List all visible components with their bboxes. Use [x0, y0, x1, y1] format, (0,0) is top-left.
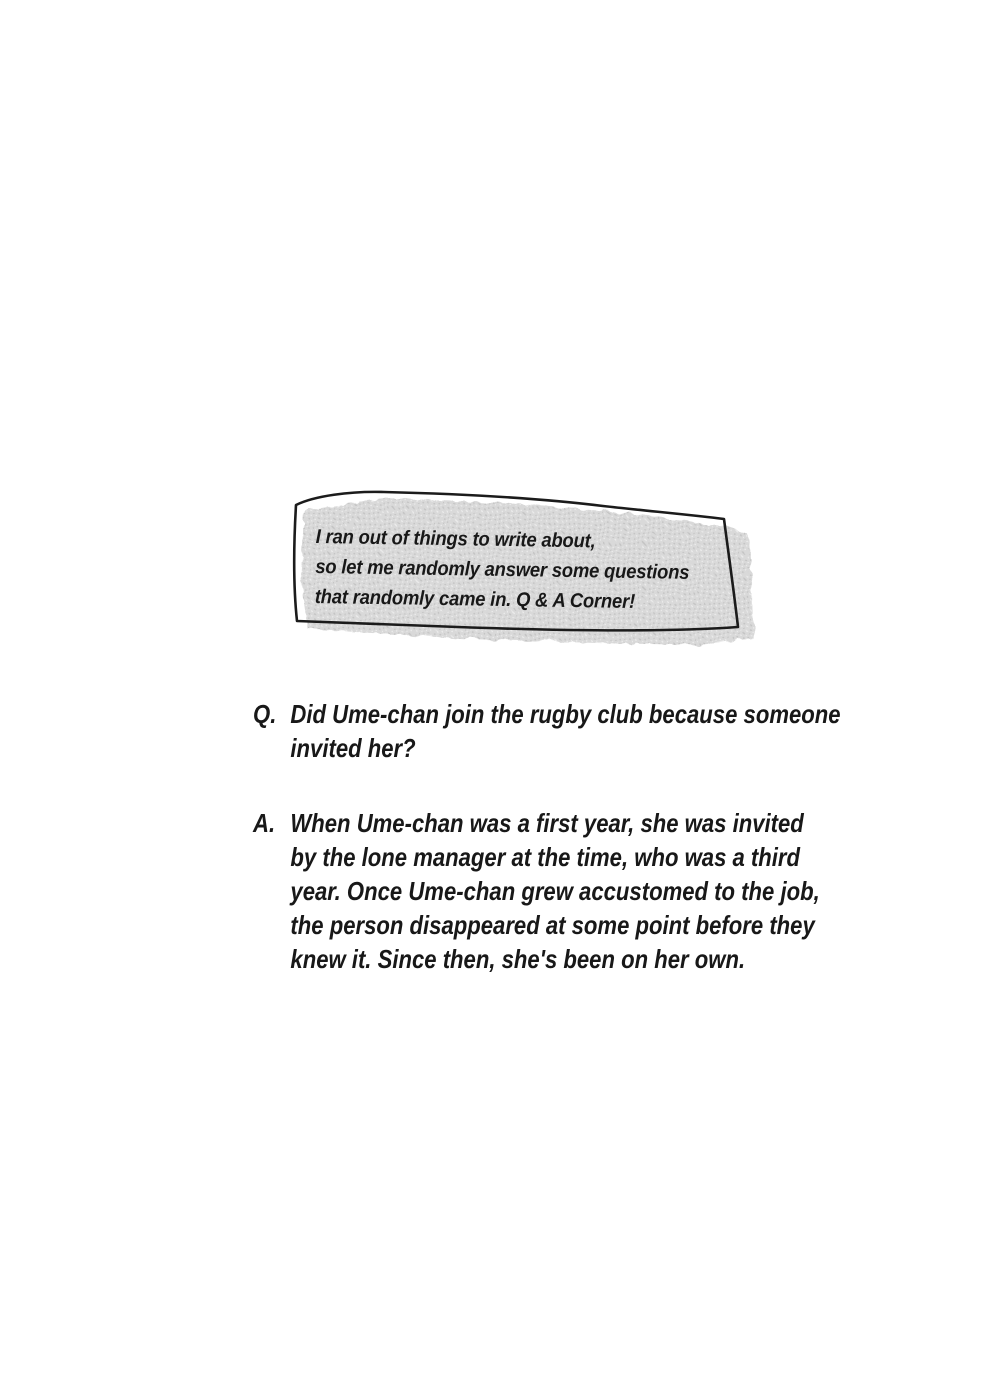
qa-answer	[253, 806, 820, 976]
answer-line-2: by the lone manager at the time, who was a third	[290, 842, 801, 872]
answer-marker: A.	[253, 808, 276, 838]
answer-line-4: the person disappeared at some point before they	[290, 910, 815, 940]
qa-question	[253, 697, 841, 765]
question-text	[290, 697, 840, 765]
question-line-2: invited her?	[290, 733, 416, 763]
note-line-1: I ran out of things to write about,	[315, 525, 596, 553]
question-marker: Q.	[253, 699, 277, 729]
answer-line-1: When Ume-chan was a first year, she was invited	[290, 808, 804, 838]
answer-text	[290, 806, 819, 976]
answer-line-3: year. Once Ume-chan grew accustomed to the job,	[290, 876, 820, 906]
note-line-2: so let me randomly answer some questions	[315, 555, 690, 584]
answer-line-5: knew it. Since then, she's been on her own.	[290, 944, 746, 974]
note-line-3: that randomly came in. Q & A Corner!	[314, 585, 636, 614]
question-line-1: Did Ume-chan join the rugby club because someone	[290, 699, 841, 729]
note-box-text	[315, 522, 690, 618]
